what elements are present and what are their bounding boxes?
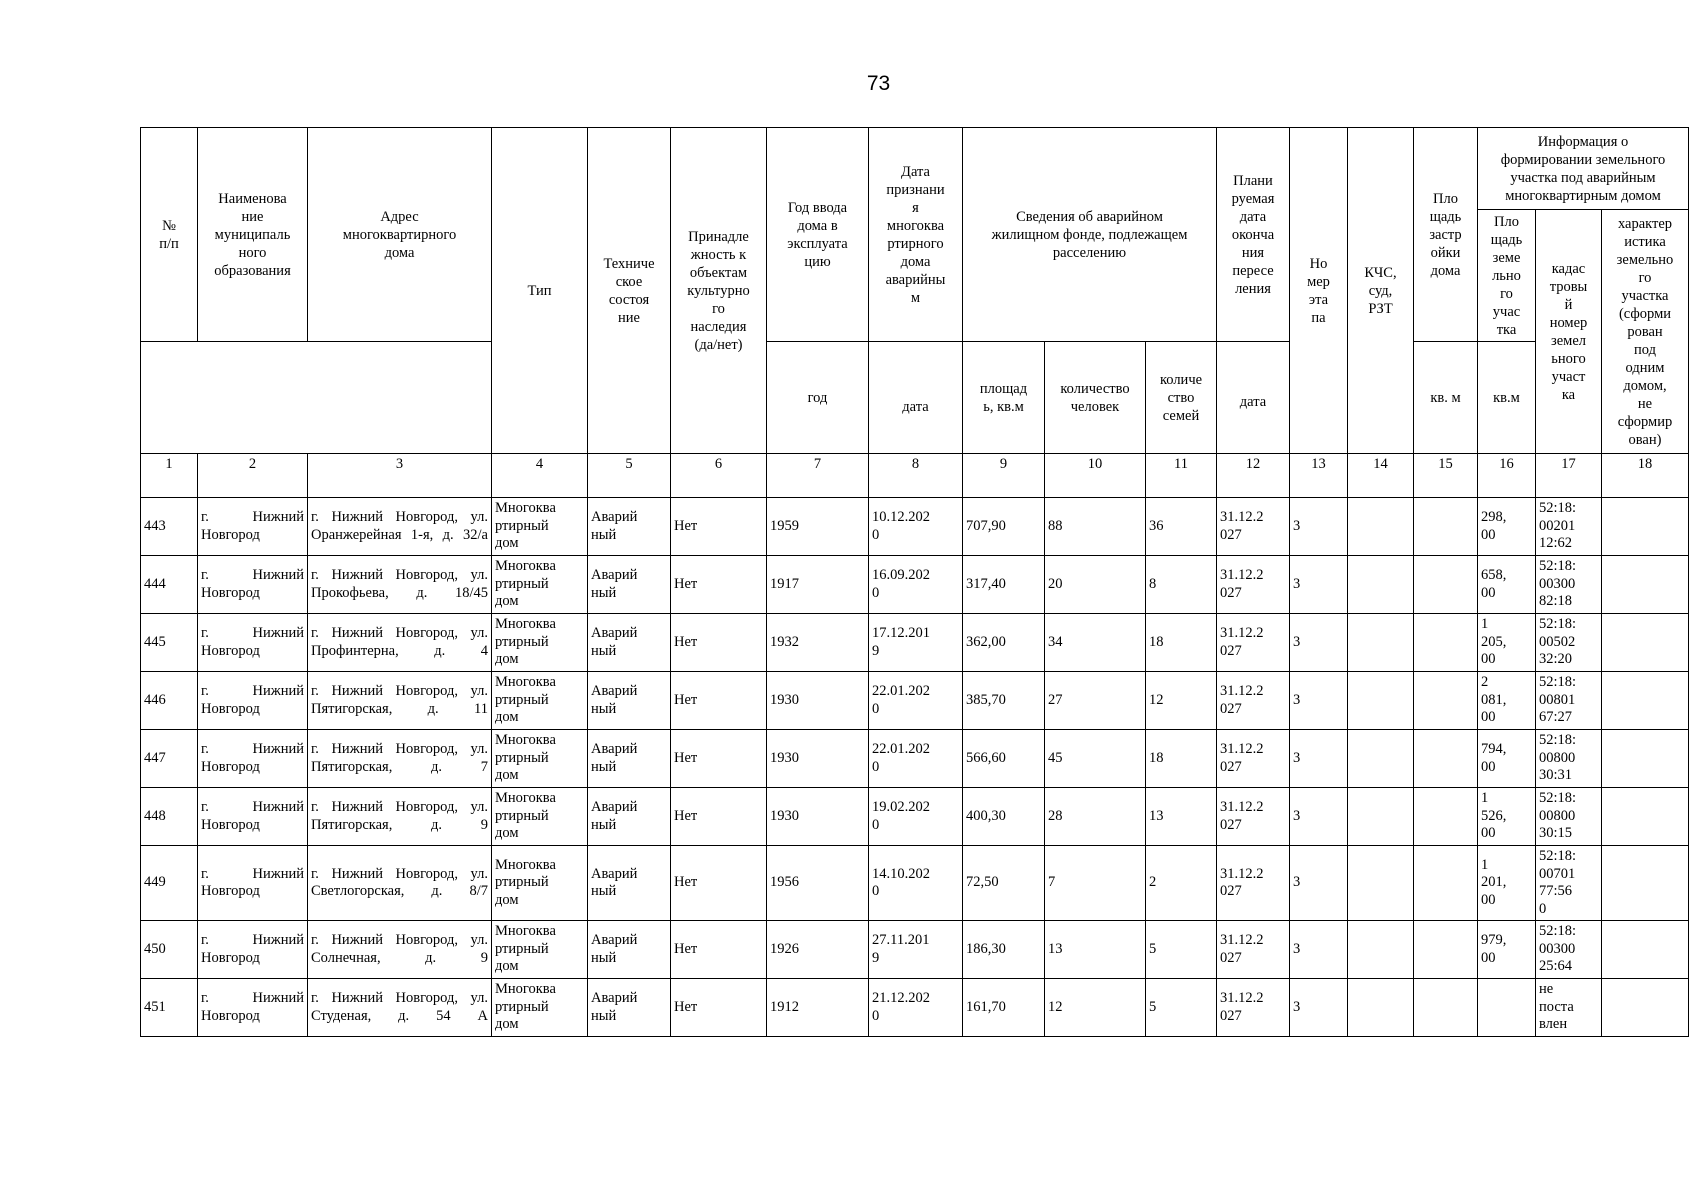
- column-number: 7: [767, 454, 869, 498]
- table-row: [141, 979, 1689, 1037]
- row-number: 445: [141, 614, 198, 672]
- column-number: 14: [1348, 454, 1414, 498]
- housing-area: 186,30: [963, 921, 1045, 979]
- recognition-date: 22.01.202 0: [869, 672, 963, 730]
- technical-state: Аварий ный: [588, 614, 671, 672]
- recognition-date: 19.02.202 0: [869, 788, 963, 846]
- family-count: 5: [1146, 979, 1217, 1037]
- stage-number: 3: [1290, 921, 1348, 979]
- building-area: [1414, 498, 1478, 556]
- table-row: [141, 614, 1689, 672]
- planned-end-date: 31.12.2 027: [1217, 979, 1290, 1037]
- row-number: 443: [141, 498, 198, 556]
- column-number: 13: [1290, 454, 1348, 498]
- table-row: [141, 556, 1689, 614]
- address: г. Нижний Новгород, ул. Пятигорская, д. 9: [308, 788, 492, 846]
- address: г. Нижний Новгород, ул. Профинтерна, д. 4: [308, 614, 492, 672]
- commission-year: 1959: [767, 498, 869, 556]
- header-plot-characteristic: характер истика земельно го участка (сформи рован под одним домом, не сформир ован): [1602, 210, 1689, 454]
- table-row: [141, 846, 1689, 921]
- header-planned-end-date: Плани руемая дата оконча ния пересе ления: [1217, 128, 1290, 342]
- column-number: 5: [588, 454, 671, 498]
- municipality: г. Нижний Новгород: [198, 556, 308, 614]
- column-number: 12: [1217, 454, 1290, 498]
- stage-number: 3: [1290, 498, 1348, 556]
- building-type: Многоква ртирный дом: [492, 846, 588, 921]
- header-plot-area: Пло щадь земе льно го учас тка: [1478, 210, 1536, 342]
- heritage-flag: Нет: [671, 979, 767, 1037]
- header-kchs: КЧС, суд, РЗТ: [1348, 128, 1414, 454]
- stage-number: 3: [1290, 672, 1348, 730]
- cadastral-number: 52:18: 00300 25:64: [1536, 921, 1602, 979]
- header-type: Тип: [492, 128, 588, 454]
- housing-area: 317,40: [963, 556, 1045, 614]
- housing-area: 400,30: [963, 788, 1045, 846]
- people-count: 27: [1045, 672, 1146, 730]
- table-row: [141, 730, 1689, 788]
- municipality: г. Нижний Новгород: [198, 672, 308, 730]
- row-number: 446: [141, 672, 198, 730]
- planned-end-date: 31.12.2 027: [1217, 498, 1290, 556]
- family-count: 18: [1146, 614, 1217, 672]
- header-unit-sqm: кв. м: [1414, 342, 1478, 454]
- address: г. Нижний Новгород, ул. Солнечная, д. 9: [308, 921, 492, 979]
- municipality: г. Нижний Новгород: [198, 921, 308, 979]
- technical-state: Аварий ный: [588, 556, 671, 614]
- technical-state: Аварий ный: [588, 979, 671, 1037]
- emergency-housing-table: [140, 127, 1689, 1037]
- column-number: 17: [1536, 454, 1602, 498]
- address: г. Нижний Новгород, ул. Оранжерейная 1-я, д. 32/а: [308, 498, 492, 556]
- kchs-value: [1348, 556, 1414, 614]
- family-count: 12: [1146, 672, 1217, 730]
- heritage-flag: Нет: [671, 788, 767, 846]
- people-count: 7: [1045, 846, 1146, 921]
- column-number: 1: [141, 454, 198, 498]
- table-row: [141, 498, 1689, 556]
- recognition-date: 21.12.202 0: [869, 979, 963, 1037]
- cadastral-number: 52:18: 00800 30:31: [1536, 730, 1602, 788]
- header-cadastral-number: кадас тровы й номер земел ьного участ ка: [1536, 210, 1602, 454]
- column-number: 10: [1045, 454, 1146, 498]
- heritage-flag: Нет: [671, 614, 767, 672]
- column-number: 9: [963, 454, 1045, 498]
- column-number: 16: [1478, 454, 1536, 498]
- column-number: 3: [308, 454, 492, 498]
- column-number: 6: [671, 454, 767, 498]
- commission-year: 1912: [767, 979, 869, 1037]
- housing-area: 161,70: [963, 979, 1045, 1037]
- family-count: 8: [1146, 556, 1217, 614]
- planned-end-date: 31.12.2 027: [1217, 672, 1290, 730]
- kchs-value: [1348, 730, 1414, 788]
- cadastral-number: 52:18: 00801 67:27: [1536, 672, 1602, 730]
- plot-characteristic: [1602, 556, 1689, 614]
- header-land-plot-info: Информация о формировании земельного участка под аварийным многоквартирным домом: [1478, 128, 1689, 210]
- heritage-flag: Нет: [671, 498, 767, 556]
- plot-characteristic: [1602, 979, 1689, 1037]
- commission-year: 1917: [767, 556, 869, 614]
- header-unit-families: количе ство семей: [1146, 342, 1217, 454]
- commission-year: 1956: [767, 846, 869, 921]
- plot-characteristic: [1602, 498, 1689, 556]
- row-number: 450: [141, 921, 198, 979]
- stage-number: 3: [1290, 614, 1348, 672]
- cadastral-number: не поста влен: [1536, 979, 1602, 1037]
- address: г. Нижний Новгород, ул. Прокофьева, д. 18/45: [308, 556, 492, 614]
- recognition-date: 14.10.202 0: [869, 846, 963, 921]
- municipality: г. Нижний Новгород: [198, 788, 308, 846]
- commission-year: 1926: [767, 921, 869, 979]
- heritage-flag: Нет: [671, 672, 767, 730]
- technical-state: Аварий ный: [588, 498, 671, 556]
- stage-number: 3: [1290, 788, 1348, 846]
- building-type: Многоква ртирный дом: [492, 979, 588, 1037]
- commission-year: 1932: [767, 614, 869, 672]
- planned-end-date: 31.12.2 027: [1217, 730, 1290, 788]
- housing-area: 566,60: [963, 730, 1045, 788]
- header-unit-area: площад ь, кв.м: [963, 342, 1045, 454]
- cadastral-number: 52:18: 00701 77:56 0: [1536, 846, 1602, 921]
- municipality: г. Нижний Новгород: [198, 498, 308, 556]
- header-building-area: Пло щадь застр ойки дома: [1414, 128, 1478, 342]
- column-number: 11: [1146, 454, 1217, 498]
- row-number: 448: [141, 788, 198, 846]
- plot-area: 1 201, 00: [1478, 846, 1536, 921]
- municipality: г. Нижний Новгород: [198, 846, 308, 921]
- family-count: 5: [1146, 921, 1217, 979]
- housing-area: 707,90: [963, 498, 1045, 556]
- housing-area: 72,50: [963, 846, 1045, 921]
- header-unit-date: дата: [869, 342, 963, 454]
- building-area: [1414, 846, 1478, 921]
- plot-area: 298, 00: [1478, 498, 1536, 556]
- plot-characteristic: [1602, 921, 1689, 979]
- building-area: [1414, 614, 1478, 672]
- building-area: [1414, 921, 1478, 979]
- people-count: 45: [1045, 730, 1146, 788]
- building-type: Многоква ртирный дом: [492, 672, 588, 730]
- kchs-value: [1348, 614, 1414, 672]
- header-row-number: № п/п: [141, 128, 198, 342]
- planned-end-date: 31.12.2 027: [1217, 556, 1290, 614]
- building-area: [1414, 730, 1478, 788]
- commission-year: 1930: [767, 672, 869, 730]
- technical-state: Аварий ный: [588, 730, 671, 788]
- commission-year: 1930: [767, 730, 869, 788]
- kchs-value: [1348, 498, 1414, 556]
- header-unit-sqm-plot: кв.м: [1478, 342, 1536, 454]
- technical-state: Аварий ный: [588, 788, 671, 846]
- plot-area: 2 081, 00: [1478, 672, 1536, 730]
- column-number: 8: [869, 454, 963, 498]
- building-type: Многоква ртирный дом: [492, 498, 588, 556]
- planned-end-date: 31.12.2 027: [1217, 788, 1290, 846]
- cadastral-number: 52:18: 00300 82:18: [1536, 556, 1602, 614]
- plot-characteristic: [1602, 730, 1689, 788]
- header-unit-year: год: [767, 342, 869, 454]
- header-unit-people: количество человек: [1045, 342, 1146, 454]
- kchs-value: [1348, 672, 1414, 730]
- column-number-row: [141, 454, 1689, 498]
- stage-number: 3: [1290, 730, 1348, 788]
- row-number: 449: [141, 846, 198, 921]
- commission-year: 1930: [767, 788, 869, 846]
- municipality: г. Нижний Новгород: [198, 614, 308, 672]
- column-number: 2: [198, 454, 308, 498]
- cadastral-number: 52:18: 00502 32:20: [1536, 614, 1602, 672]
- people-count: 88: [1045, 498, 1146, 556]
- building-type: Многоква ртирный дом: [492, 921, 588, 979]
- plot-characteristic: [1602, 672, 1689, 730]
- people-count: 28: [1045, 788, 1146, 846]
- recognition-date: 16.09.202 0: [869, 556, 963, 614]
- building-type: Многоква ртирный дом: [492, 788, 588, 846]
- header-stage-number: Но мер эта па: [1290, 128, 1348, 454]
- address: г. Нижний Новгород, ул. Светлогорская, д. 8/7: [308, 846, 492, 921]
- kchs-value: [1348, 788, 1414, 846]
- row-number: 451: [141, 979, 198, 1037]
- heritage-flag: Нет: [671, 921, 767, 979]
- building-type: Многоква ртирный дом: [492, 556, 588, 614]
- plot-area: 794, 00: [1478, 730, 1536, 788]
- heritage-flag: Нет: [671, 846, 767, 921]
- building-area: [1414, 788, 1478, 846]
- technical-state: Аварий ный: [588, 672, 671, 730]
- building-type: Многоква ртирный дом: [492, 614, 588, 672]
- stage-number: 3: [1290, 556, 1348, 614]
- plot-area: 1 205, 00: [1478, 614, 1536, 672]
- plot-characteristic: [1602, 614, 1689, 672]
- recognition-date: 10.12.202 0: [869, 498, 963, 556]
- column-number: 15: [1414, 454, 1478, 498]
- plot-area: 1 526, 00: [1478, 788, 1536, 846]
- municipality: г. Нижний Новгород: [198, 979, 308, 1037]
- people-count: 12: [1045, 979, 1146, 1037]
- people-count: 34: [1045, 614, 1146, 672]
- technical-state: Аварий ный: [588, 921, 671, 979]
- table-row: [141, 672, 1689, 730]
- header-commission-year: Год ввода дома в эксплуата цию: [767, 128, 869, 342]
- page-number: 73: [866, 72, 891, 95]
- plot-characteristic: [1602, 846, 1689, 921]
- table-row: [141, 921, 1689, 979]
- people-count: 13: [1045, 921, 1146, 979]
- header-technical-state: Техниче ское состоя ние: [588, 128, 671, 454]
- column-number: 18: [1602, 454, 1689, 498]
- table-row: [141, 788, 1689, 846]
- kchs-value: [1348, 846, 1414, 921]
- heritage-flag: Нет: [671, 730, 767, 788]
- building-type: Многоква ртирный дом: [492, 730, 588, 788]
- planned-end-date: 31.12.2 027: [1217, 921, 1290, 979]
- kchs-value: [1348, 979, 1414, 1037]
- cadastral-number: 52:18: 00800 30:15: [1536, 788, 1602, 846]
- address: г. Нижний Новгород, ул. Пятигорская, д. 11: [308, 672, 492, 730]
- technical-state: Аварий ный: [588, 846, 671, 921]
- header-address: Адрес многоквартирного дома: [308, 128, 492, 342]
- header-municipality: Наименова ние муниципаль ного образования: [198, 128, 308, 342]
- family-count: 13: [1146, 788, 1217, 846]
- header-housing-stock-info: Сведения об аварийном жилищном фонде, подлежащем расселению: [963, 128, 1217, 342]
- housing-area: 362,00: [963, 614, 1045, 672]
- family-count: 2: [1146, 846, 1217, 921]
- municipality: г. Нижний Новгород: [198, 730, 308, 788]
- row-number: 444: [141, 556, 198, 614]
- stage-number: 3: [1290, 846, 1348, 921]
- housing-area: 385,70: [963, 672, 1045, 730]
- header-spacer: [141, 342, 492, 454]
- plot-area: 979, 00: [1478, 921, 1536, 979]
- plot-area: 658, 00: [1478, 556, 1536, 614]
- header-recognition-date: Дата признани я многоква ртирного дома аварийны м: [869, 128, 963, 342]
- row-number: 447: [141, 730, 198, 788]
- recognition-date: 22.01.202 0: [869, 730, 963, 788]
- building-area: [1414, 979, 1478, 1037]
- header-heritage: Принадле жность к объектам культурно го наследия (да/нет): [671, 128, 767, 454]
- planned-end-date: 31.12.2 027: [1217, 614, 1290, 672]
- building-area: [1414, 556, 1478, 614]
- family-count: 36: [1146, 498, 1217, 556]
- planned-end-date: 31.12.2 027: [1217, 846, 1290, 921]
- plot-area: [1478, 979, 1536, 1037]
- recognition-date: 17.12.201 9: [869, 614, 963, 672]
- stage-number: 3: [1290, 979, 1348, 1037]
- people-count: 20: [1045, 556, 1146, 614]
- header-unit-end-date: дата: [1217, 342, 1290, 454]
- cadastral-number: 52:18: 00201 12:62: [1536, 498, 1602, 556]
- address: г. Нижний Новгород, ул. Студеная, д. 54 А: [308, 979, 492, 1037]
- kchs-value: [1348, 921, 1414, 979]
- family-count: 18: [1146, 730, 1217, 788]
- building-area: [1414, 672, 1478, 730]
- recognition-date: 27.11.201 9: [869, 921, 963, 979]
- address: г. Нижний Новгород, ул. Пятигорская, д. 7: [308, 730, 492, 788]
- plot-characteristic: [1602, 788, 1689, 846]
- column-number: 4: [492, 454, 588, 498]
- heritage-flag: Нет: [671, 556, 767, 614]
